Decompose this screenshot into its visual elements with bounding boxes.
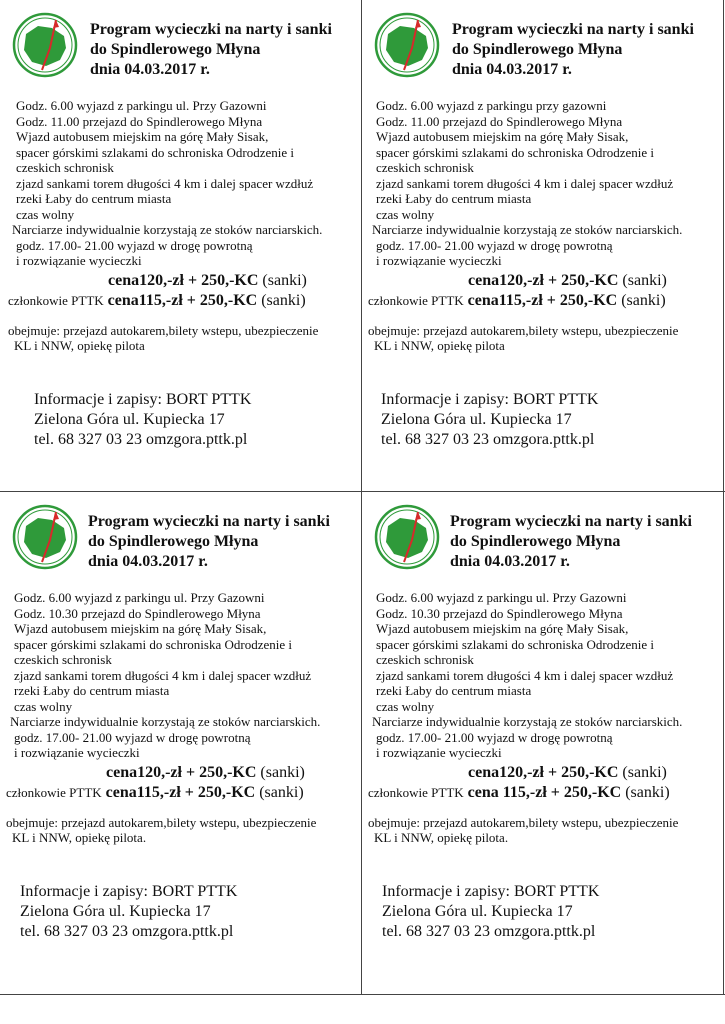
includes bbox=[368, 323, 682, 354]
itinerary-line: Narciarze indywidualnie korzystają ze stoków narciarskich. bbox=[372, 714, 683, 729]
itinerary-line: Narciarze indywidualnie korzystają ze stoków narciarskich. bbox=[12, 222, 323, 237]
contact-line: tel. 68 327 03 23 omzgora.pttk.pl bbox=[381, 431, 595, 448]
includes-line: obejmuje: przejazd autokarem,bilety wstepu, ubezpieczenie bbox=[368, 814, 679, 830]
itinerary bbox=[8, 98, 323, 354]
itinerary-line: spacer górskimi szlakami do schroniska Odrodzenie i bbox=[16, 144, 294, 160]
price-main-suffix: (sanki) bbox=[622, 271, 667, 289]
pttk-logo-icon bbox=[12, 12, 78, 78]
price-members-suffix: (sanki) bbox=[625, 783, 670, 801]
itinerary-line: rzeki Łaby do centrum miasta bbox=[14, 683, 170, 698]
price-members-value: cena 115,-zł + 250,-KC bbox=[467, 783, 622, 801]
contact-line: Informacje i zapisy: BORT PTTK bbox=[20, 883, 238, 900]
price-main-suffix: (sanki) bbox=[622, 763, 667, 781]
price-main bbox=[376, 763, 682, 783]
itinerary-line: i rozwiązanie wycieczki bbox=[14, 745, 140, 760]
itinerary-line: i rozwiązanie wycieczki bbox=[376, 253, 502, 268]
itinerary-line: Wjazd autobusem miejskim na górę Mały Sisak, bbox=[376, 621, 629, 636]
itinerary-line: zjazd sankami torem długości 4 km i dalej spacer wzdłuż bbox=[14, 667, 312, 683]
contact-line: Informacje i zapisy: BORT PTTK bbox=[381, 391, 599, 408]
itinerary-line: Godz. 6.00 wyjazd z parkingu ul. Przy Gazowni bbox=[16, 98, 267, 113]
members-label: członkowie PTTK bbox=[368, 784, 464, 800]
card-title bbox=[452, 20, 694, 80]
itinerary-line: czas wolny bbox=[14, 698, 73, 714]
contact-line: Zielona Góra ul. Kupiecka 17 bbox=[381, 411, 572, 428]
contact-line: tel. 68 327 03 23 omzgora.pttk.pl bbox=[34, 431, 248, 448]
horizontal-cut-line bbox=[0, 491, 725, 492]
itinerary-line: Godz. 10.30 przejazd do Spindlerowego Młyna bbox=[14, 605, 261, 621]
price-members-value: cena115,-zł + 250,-KC bbox=[107, 291, 258, 309]
contact-line: Zielona Góra ul. Kupiecka 17 bbox=[20, 903, 211, 920]
itinerary-line: rzeki Łaby do centrum miasta bbox=[16, 191, 172, 206]
title-line: Program wycieczki na narty i sanki bbox=[450, 513, 692, 530]
itinerary-line: Wjazd autobusem miejskim na górę Mały Sisak, bbox=[16, 129, 269, 144]
bottom-border bbox=[0, 994, 725, 995]
leaflet-card bbox=[2, 494, 358, 982]
pttk-logo-icon bbox=[12, 504, 78, 570]
itinerary-line: zjazd sankami torem długości 4 km i dalej spacer wzdłuż bbox=[376, 667, 674, 683]
price-main-value: cena120,-zł + 250,-KC bbox=[468, 763, 619, 781]
price-main bbox=[14, 763, 320, 783]
price-main-value: cena120,-zł + 250,-KC bbox=[108, 271, 259, 289]
price-main-suffix: (sanki) bbox=[262, 271, 307, 289]
price-members bbox=[368, 783, 682, 803]
card-title bbox=[88, 512, 330, 572]
price-main-value: cena120,-zł + 250,-KC bbox=[468, 271, 619, 289]
title-line: do Spindlerowego Młyna bbox=[450, 533, 621, 550]
members-label: członkowie PTTK bbox=[368, 292, 464, 308]
itinerary-line: spacer górskimi szlakami do schroniska Odrodzenie i bbox=[376, 636, 654, 652]
itinerary-line: czeskich schronisk bbox=[376, 160, 474, 175]
includes-line: obejmuje: przejazd autokarem,bilety wstepu, ubezpieczenie bbox=[8, 322, 319, 338]
card-title bbox=[90, 20, 332, 80]
itinerary-line: rzeki Łaby do centrum miasta bbox=[376, 683, 532, 698]
itinerary-line: czas wolny bbox=[376, 206, 435, 222]
includes bbox=[8, 323, 322, 354]
itinerary-line: Godz. 10.30 przejazd do Spindlerowego Młyna bbox=[376, 605, 623, 621]
itinerary-line: zjazd sankami torem długości 4 km i dalej spacer wzdłuż bbox=[16, 175, 314, 191]
itinerary-line: godz. 17.00- 21.00 wyjazd w drogę powrotną bbox=[376, 729, 613, 745]
itinerary-line: spacer górskimi szlakami do schroniska Odrodzenie i bbox=[14, 636, 292, 652]
contact-info bbox=[20, 882, 237, 942]
includes bbox=[6, 815, 320, 846]
card-title bbox=[450, 512, 692, 572]
members-label: członkowie PTTK bbox=[6, 784, 102, 800]
itinerary-line: czeskich schronisk bbox=[14, 652, 112, 667]
members-label: członkowie PTTK bbox=[8, 292, 104, 308]
price-members-value: cena115,-zł + 250,-KC bbox=[105, 783, 256, 801]
title-line: Program wycieczki na narty i sanki bbox=[452, 21, 694, 38]
price-members bbox=[6, 783, 320, 803]
price-main bbox=[376, 271, 682, 291]
itinerary-line: czas wolny bbox=[16, 206, 75, 222]
title-line: dnia 04.03.2017 r. bbox=[90, 61, 210, 78]
leaflet-card bbox=[364, 494, 720, 982]
itinerary-line: godz. 17.00- 21.00 wyjazd w drogę powrotną bbox=[16, 237, 253, 253]
includes-line: KL i NNW, opiekę pilota. bbox=[374, 830, 509, 845]
price-members-suffix: (sanki) bbox=[259, 783, 304, 801]
itinerary-line: czas wolny bbox=[376, 698, 435, 714]
contact-line: Zielona Góra ul. Kupiecka 17 bbox=[382, 903, 573, 920]
title-line: dnia 04.03.2017 r. bbox=[88, 553, 208, 570]
includes-line: obejmuje: przejazd autokarem,bilety wstepu, ubezpieczenie bbox=[368, 322, 679, 338]
itinerary-line: Godz. 11.00 przejazd do Spindlerowego Młyna bbox=[16, 113, 263, 129]
contact-line: Informacje i zapisy: BORT PTTK bbox=[34, 391, 252, 408]
title-line: dnia 04.03.2017 r. bbox=[452, 61, 572, 78]
price-main bbox=[16, 271, 322, 291]
itinerary-line: spacer górskimi szlakami do schroniska Odrodzenie i bbox=[376, 144, 654, 160]
itinerary bbox=[368, 590, 683, 846]
right-border bbox=[723, 0, 724, 995]
itinerary-line: Godz. 11.00 przejazd do Spindlerowego Młyna bbox=[376, 113, 623, 129]
itinerary-line: Godz. 6.00 wyjazd z parkingu ul. Przy Gazowni bbox=[376, 590, 627, 605]
includes-line: KL i NNW, opiekę pilota bbox=[374, 338, 505, 353]
itinerary bbox=[6, 590, 321, 846]
contact-info bbox=[381, 390, 598, 450]
title-line: Program wycieczki na narty i sanki bbox=[88, 513, 330, 530]
price-members-suffix: (sanki) bbox=[261, 291, 306, 309]
includes-line: KL i NNW, opiekę pilota. bbox=[12, 830, 147, 845]
itinerary-line: Wjazd autobusem miejskim na górę Mały Sisak, bbox=[376, 129, 629, 144]
pttk-logo-icon bbox=[374, 12, 440, 78]
itinerary-line: rzeki Łaby do centrum miasta bbox=[376, 191, 532, 206]
itinerary-line: godz. 17.00- 21.00 wyjazd w drogę powrotną bbox=[376, 237, 613, 253]
itinerary-line: Narciarze indywidualnie korzystają ze stoków narciarskich. bbox=[10, 714, 321, 729]
itinerary bbox=[368, 98, 683, 354]
itinerary-line: Wjazd autobusem miejskim na górę Mały Sisak, bbox=[14, 621, 267, 636]
contact-info bbox=[34, 390, 251, 450]
title-line: dnia 04.03.2017 r. bbox=[450, 553, 570, 570]
includes-line: KL i NNW, opiekę pilota bbox=[14, 338, 145, 353]
itinerary-line: godz. 17.00- 21.00 wyjazd w drogę powrotną bbox=[14, 729, 251, 745]
itinerary-line: i rozwiązanie wycieczki bbox=[376, 745, 502, 760]
itinerary-line: i rozwiązanie wycieczki bbox=[16, 253, 142, 268]
price-members-suffix: (sanki) bbox=[621, 291, 666, 309]
itinerary-line: Godz. 6.00 wyjazd z parkingu ul. Przy Gazowni bbox=[14, 590, 265, 605]
itinerary-line: czeskich schronisk bbox=[16, 160, 114, 175]
contact-line: tel. 68 327 03 23 omzgora.pttk.pl bbox=[20, 923, 234, 940]
itinerary-line: Narciarze indywidualnie korzystają ze stoków narciarskich. bbox=[372, 222, 683, 237]
price-members bbox=[8, 291, 322, 311]
leaflet-card bbox=[364, 2, 720, 490]
includes bbox=[368, 815, 682, 846]
title-line: do Spindlerowego Młyna bbox=[452, 41, 623, 58]
pttk-logo-icon bbox=[374, 504, 440, 570]
title-line: do Spindlerowego Młyna bbox=[90, 41, 261, 58]
title-line: do Spindlerowego Młyna bbox=[88, 533, 259, 550]
itinerary-line: zjazd sankami torem długości 4 km i dalej spacer wzdłuż bbox=[376, 175, 674, 191]
contact-info bbox=[382, 882, 599, 942]
leaflet-card bbox=[2, 2, 358, 490]
includes-line: obejmuje: przejazd autokarem,bilety wstepu, ubezpieczenie bbox=[6, 814, 317, 830]
itinerary-line: Godz. 6.00 wyjazd z parkingu przy gazowni bbox=[376, 98, 607, 113]
price-members-value: cena115,-zł + 250,-KC bbox=[467, 291, 618, 309]
contact-line: tel. 68 327 03 23 omzgora.pttk.pl bbox=[382, 923, 596, 940]
price-main-suffix: (sanki) bbox=[260, 763, 305, 781]
contact-line: Informacje i zapisy: BORT PTTK bbox=[382, 883, 600, 900]
contact-line: Zielona Góra ul. Kupiecka 17 bbox=[34, 411, 225, 428]
vertical-cut-line bbox=[361, 0, 362, 995]
price-members bbox=[368, 291, 682, 311]
itinerary-line: czeskich schronisk bbox=[376, 652, 474, 667]
title-line: Program wycieczki na narty i sanki bbox=[90, 21, 332, 38]
price-main-value: cena120,-zł + 250,-KC bbox=[106, 763, 257, 781]
